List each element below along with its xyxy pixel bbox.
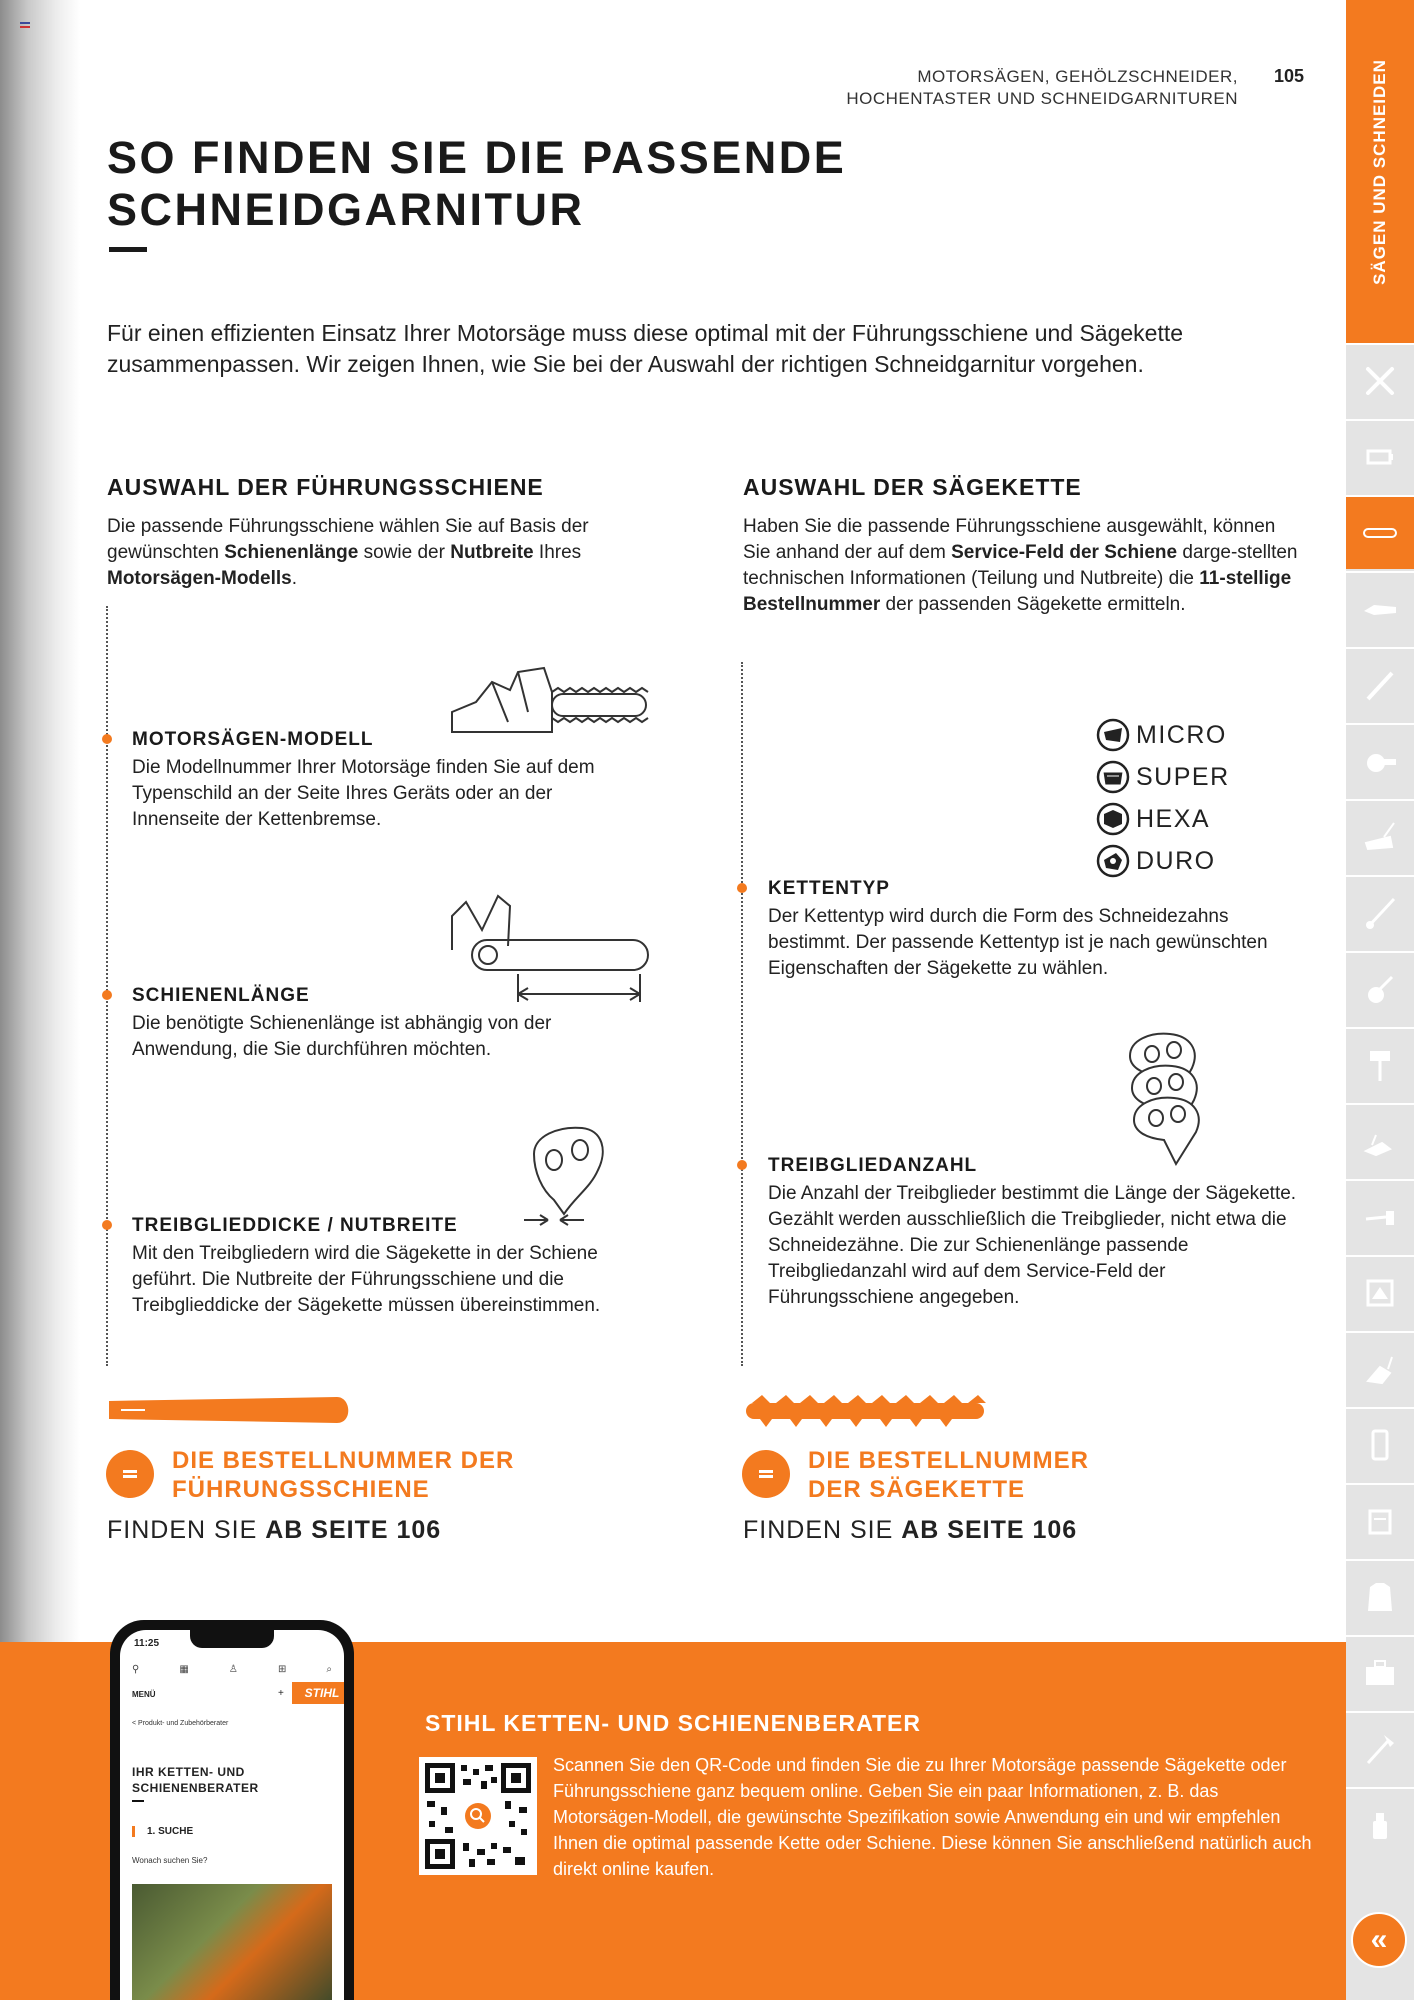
vacuum-icon	[1360, 1349, 1400, 1389]
timeline-bullet	[102, 1220, 112, 1230]
section-header	[846, 66, 1238, 110]
sidebar-tab-brushcutter[interactable]	[1346, 875, 1414, 949]
order-heading-saw-chain	[808, 1446, 1089, 1504]
phone-menu[interactable]: MENÜ	[132, 1690, 156, 1699]
phone-heading-line1: IHR KETTEN- UND	[132, 1765, 245, 1779]
right-intro-part-2: darge-stellten technischen Informationen (Teilung und Nutbreite) die	[743, 542, 1298, 589]
axe-icon	[1360, 1729, 1400, 1769]
sidebar-tab-blower[interactable]	[1346, 723, 1414, 797]
chain-type-super	[1096, 756, 1230, 798]
chainsaw-icon	[448, 662, 652, 740]
phone-step: 1. SUCHE	[132, 1826, 193, 1837]
phone-mockup	[110, 1620, 354, 2000]
phone-breadcrumb[interactable]: < Produkt- und Zubehörberater	[132, 1720, 229, 1727]
battery-icon	[1360, 437, 1400, 477]
order-number-icon	[106, 1450, 154, 1498]
chain-type-micro	[1096, 714, 1230, 756]
guide-bar-length-icon	[448, 890, 652, 1006]
item-text-motorsaegen-modell: Die Modellnummer Ihrer Motorsäge finden Sie auf dem Typenschild an der Seite Ihres Geräts oder an der Innenseite der Kettenbremse.	[132, 757, 595, 830]
section-header-line1: MOTORSÄGEN, GEHÖLZSCHNEIDER,	[917, 67, 1238, 86]
item-text-schienenlaenge: Die benötigte Schienenlänge ist abhängig von der Anwendung, die Sie durchführen möchten.	[132, 1013, 552, 1060]
page-title	[107, 132, 1007, 236]
banner-text: Scannen Sie den QR-Code und finden Sie die zu Ihrer Motorsäge passende Sägekette oder Führungsschiene ganz bequem online. Geben Sie ein paar Informationen, z. B. das Motorsägen-Modell, die gewünschte Spezifikation sowie Anwendung ein und wir empfehlen Ihnen die optimal passende Kette oder Schiene. Diese können Sie anschließend natürlich auch direkt online kaufen.	[553, 1755, 1312, 1879]
item-text-treibglieddicke: Mit den Treibgliedern wird die Sägekette in der Schiene geführt. Die Nutbreite der Führungsschiene und die Treibglieddicke der Sägekette müssen übereinstimmen.	[132, 1243, 601, 1316]
hexa-tooth-icon	[1096, 802, 1130, 836]
left-intro-part-4: Ihres	[533, 542, 582, 563]
phone-heading	[132, 1764, 259, 1796]
guide-bar-graphic	[105, 1393, 355, 1427]
sidebar-tab-earth-auger[interactable]	[1346, 1027, 1414, 1101]
order-find-guide-bar[interactable]	[107, 1516, 441, 1545]
timeline-bullet	[102, 734, 112, 744]
left-intro-bold-schienenlaenge: Schienenlänge	[224, 542, 359, 563]
qr-code-icon	[425, 1763, 531, 1869]
search-icon[interactable]: ⌕	[326, 1664, 332, 1675]
item-title-treibglieddicke: TREIBGLIEDDICKE / NUTBREITE	[132, 1215, 458, 1236]
spray-bottle-icon	[1360, 1805, 1400, 1845]
duro-tooth-icon	[1096, 844, 1130, 878]
sidebar-tab-pole-pruner[interactable]	[1346, 647, 1414, 721]
chain-type-label: HEXA	[1136, 804, 1211, 833]
sidebar-tab-axe[interactable]	[1346, 1711, 1414, 1785]
drive-links-stack-icon	[1124, 1030, 1206, 1170]
account-icon[interactable]: ♙	[228, 1664, 238, 1675]
item-text-kettentyp: Der Kettentyp wird durch die Form des Schneidezahns bestimmt. Der passende Kettentyp ist je nach gewünschten Eigenschaften der Sägekette zu wählen.	[768, 906, 1268, 979]
order-heading-saw-chain-line1: DIE BESTELLNUMMER	[808, 1447, 1089, 1474]
order-heading-saw-chain-line2: DER SÄGEKETTE	[808, 1476, 1026, 1503]
order-find-page-link[interactable]: AB SEITE 106	[901, 1516, 1078, 1544]
phone-photo	[132, 1884, 332, 2000]
sidebar-tab-lawnmower[interactable]	[1346, 799, 1414, 873]
phone-time: 11:25	[134, 1638, 160, 1649]
super-tooth-icon	[1096, 760, 1130, 794]
order-find-page-link[interactable]: AB SEITE 106	[265, 1516, 442, 1544]
chain-type-label: SUPER	[1136, 762, 1230, 791]
sidebar-tab-fuel[interactable]	[1346, 1483, 1414, 1557]
cultivator-icon	[1360, 969, 1400, 1009]
order-heading-guide-bar	[172, 1446, 514, 1504]
chain-type-list	[1096, 714, 1230, 882]
left-column-intro	[107, 514, 627, 592]
banner-title: STIHL KETTEN- UND SCHIENENBERATER	[425, 1710, 921, 1736]
drive-link-thickness-icon	[520, 1120, 612, 1230]
order-heading-guide-bar-line2: FÜHRUNGSSCHIENE	[172, 1476, 430, 1503]
guide-bar-icon	[1360, 513, 1400, 553]
right-intro-part-0: Haben Sie die passende Führungsschiene ausgewählt, können Sie anhand der auf dem	[743, 516, 1276, 563]
saw-chain-graphic	[742, 1393, 992, 1429]
timeline-bullet	[737, 1160, 747, 1170]
robot-mower-icon	[1360, 1273, 1400, 1313]
page-title-line1: SO FINDEN SIE DIE PASSENDE	[107, 132, 847, 183]
micro-tooth-icon	[1096, 718, 1130, 752]
wrench-screwdriver-icon	[1360, 361, 1400, 401]
intro-paragraph: Für einen effizienten Einsatz Ihrer Motorsäge muss diese optimal mit der Führungsschiene und Sägekette zusammenpassen. Wir zeigen Ihnen, wie Sie bei der Auswahl der richtigen Schneidgarnitur vorgehen.	[107, 320, 1184, 377]
pressure-washer-icon	[1360, 1121, 1400, 1161]
sidebar-tab-care-products[interactable]	[1346, 1787, 1414, 1861]
left-intro-part-6: .	[291, 568, 298, 589]
chain-type-label: MICRO	[1136, 720, 1227, 749]
item-title-kettentyp: KETTENTYP	[768, 878, 890, 899]
page-number: 105	[1274, 66, 1305, 86]
left-timeline-line	[106, 606, 108, 1366]
sidebar-tab-pressure-washer[interactable]	[1346, 1103, 1414, 1177]
smartphone-icon	[1360, 1425, 1400, 1465]
phone-notch	[190, 1630, 274, 1648]
fuel-canister-icon	[1360, 1501, 1400, 1541]
phone-heading-underline	[132, 1800, 144, 1802]
brushcutter-icon	[1360, 893, 1400, 933]
right-column-heading: AUSWAHL DER SÄGEKETTE	[743, 474, 1082, 500]
chain-type-hexa	[1096, 798, 1230, 840]
right-intro-bold-service-feld: Service-Feld der Schiene	[951, 542, 1178, 563]
sidebar-tab-tools[interactable]	[1346, 343, 1414, 417]
chain-type-duro	[1096, 840, 1230, 882]
section-header-line2: HOCHENTASTER UND SCHNEIDGARNITUREN	[846, 89, 1238, 108]
lawnmower-icon	[1360, 817, 1400, 857]
sidebar-tab-accessories[interactable]	[1346, 1635, 1414, 1709]
left-intro-bold-nutbreite: Nutbreite	[450, 542, 534, 563]
cart-icon[interactable]: ⊞	[277, 1664, 287, 1675]
location-icon[interactable]: ⚲	[132, 1664, 140, 1675]
sidebar-tab-clothing[interactable]	[1346, 1559, 1414, 1633]
page-title-line2: SCHNEIDGARNITUR	[107, 184, 585, 235]
title-underline	[109, 247, 147, 252]
sidebar-tab-cultivator[interactable]	[1346, 951, 1414, 1025]
stihl-logo: STIHL	[292, 1682, 344, 1704]
phone-heading-line2: SCHIENENBERATER	[132, 1781, 259, 1795]
sidebar-section-label-text: SÄGEN UND SCHNEIDEN	[1370, 58, 1390, 285]
item-title-treibgliedanzahl: TREIBGLIEDANZAHL	[768, 1155, 978, 1176]
left-intro-part-0: Die passende Führungsschiene wählen Sie auf Basis der gewünschten	[107, 516, 589, 563]
item-title-motorsaegen-modell: MOTORSÄGEN-MODELL	[132, 729, 374, 750]
sidebar-tab-chainsaw[interactable]	[1346, 495, 1414, 569]
sidebar-tab-vacuum[interactable]	[1346, 1331, 1414, 1405]
earth-auger-icon	[1360, 1045, 1400, 1085]
order-find-prefix: FINDEN SIE	[743, 1516, 902, 1544]
hedge-trimmer-icon	[1360, 589, 1400, 629]
order-find-prefix: FINDEN SIE	[107, 1516, 266, 1544]
right-timeline-line	[741, 662, 743, 1366]
jacket-icon	[1360, 1577, 1400, 1617]
phone-question: Wonach suchen Sie?	[132, 1856, 208, 1865]
left-intro-part-2: sowie der	[358, 542, 451, 563]
timeline-bullet	[737, 883, 747, 893]
item-title-schienenlaenge: SCHIENENLÄNGE	[132, 985, 310, 1006]
sprayer-icon	[1360, 1197, 1400, 1237]
calendar-icon[interactable]: ▦	[179, 1664, 189, 1675]
sidebar-tab-robot-mower[interactable]	[1346, 1255, 1414, 1329]
phone-nav-icons	[132, 1664, 332, 1675]
phone-screen	[120, 1630, 344, 2000]
blower-icon	[1360, 741, 1400, 781]
phone-plus[interactable]: +	[278, 1688, 284, 1699]
sidebar-section-label[interactable]	[1346, 0, 1414, 343]
order-heading-guide-bar-line1: DIE BESTELLNUMMER DER	[172, 1447, 515, 1474]
sidebar-tab-sprayer[interactable]	[1346, 1179, 1414, 1253]
sidebar-tab-battery[interactable]	[1346, 419, 1414, 493]
right-column-intro	[743, 514, 1303, 618]
qr-code[interactable]	[419, 1757, 537, 1875]
toolbox-icon	[1360, 1653, 1400, 1693]
order-number-icon	[742, 1450, 790, 1498]
left-intro-bold-modell: Motorsägen-Modells	[107, 568, 292, 589]
order-find-saw-chain[interactable]	[743, 1516, 1077, 1545]
item-text-treibgliedanzahl: Die Anzahl der Treibglieder bestimmt die Länge der Sägekette. Gezählt werden ausschließlich die Treibglieder, nicht etwa die Schneidezähne. Die zur Schienenlänge passende Treibgliedanzahl wird auf dem Service-Feld der Führungsschiene angegeben.	[768, 1183, 1297, 1308]
sidebar-tab-smartphone[interactable]	[1346, 1407, 1414, 1481]
chain-type-label: DURO	[1136, 846, 1216, 875]
left-column-heading: AUSWAHL DER FÜHRUNGSSCHIENE	[107, 474, 544, 500]
sidebar-tab-hedge-trimmer[interactable]	[1346, 571, 1414, 645]
right-intro-part-4: der passenden Sägekette ermitteln.	[880, 594, 1186, 615]
flag-icon	[20, 22, 30, 28]
back-to-index-button[interactable]: «	[1351, 1912, 1407, 1968]
pole-pruner-icon	[1360, 665, 1400, 705]
timeline-bullet	[102, 990, 112, 1000]
right-intro-bold-bestellnummer: 11-stellige Bestellnummer	[743, 568, 1292, 615]
